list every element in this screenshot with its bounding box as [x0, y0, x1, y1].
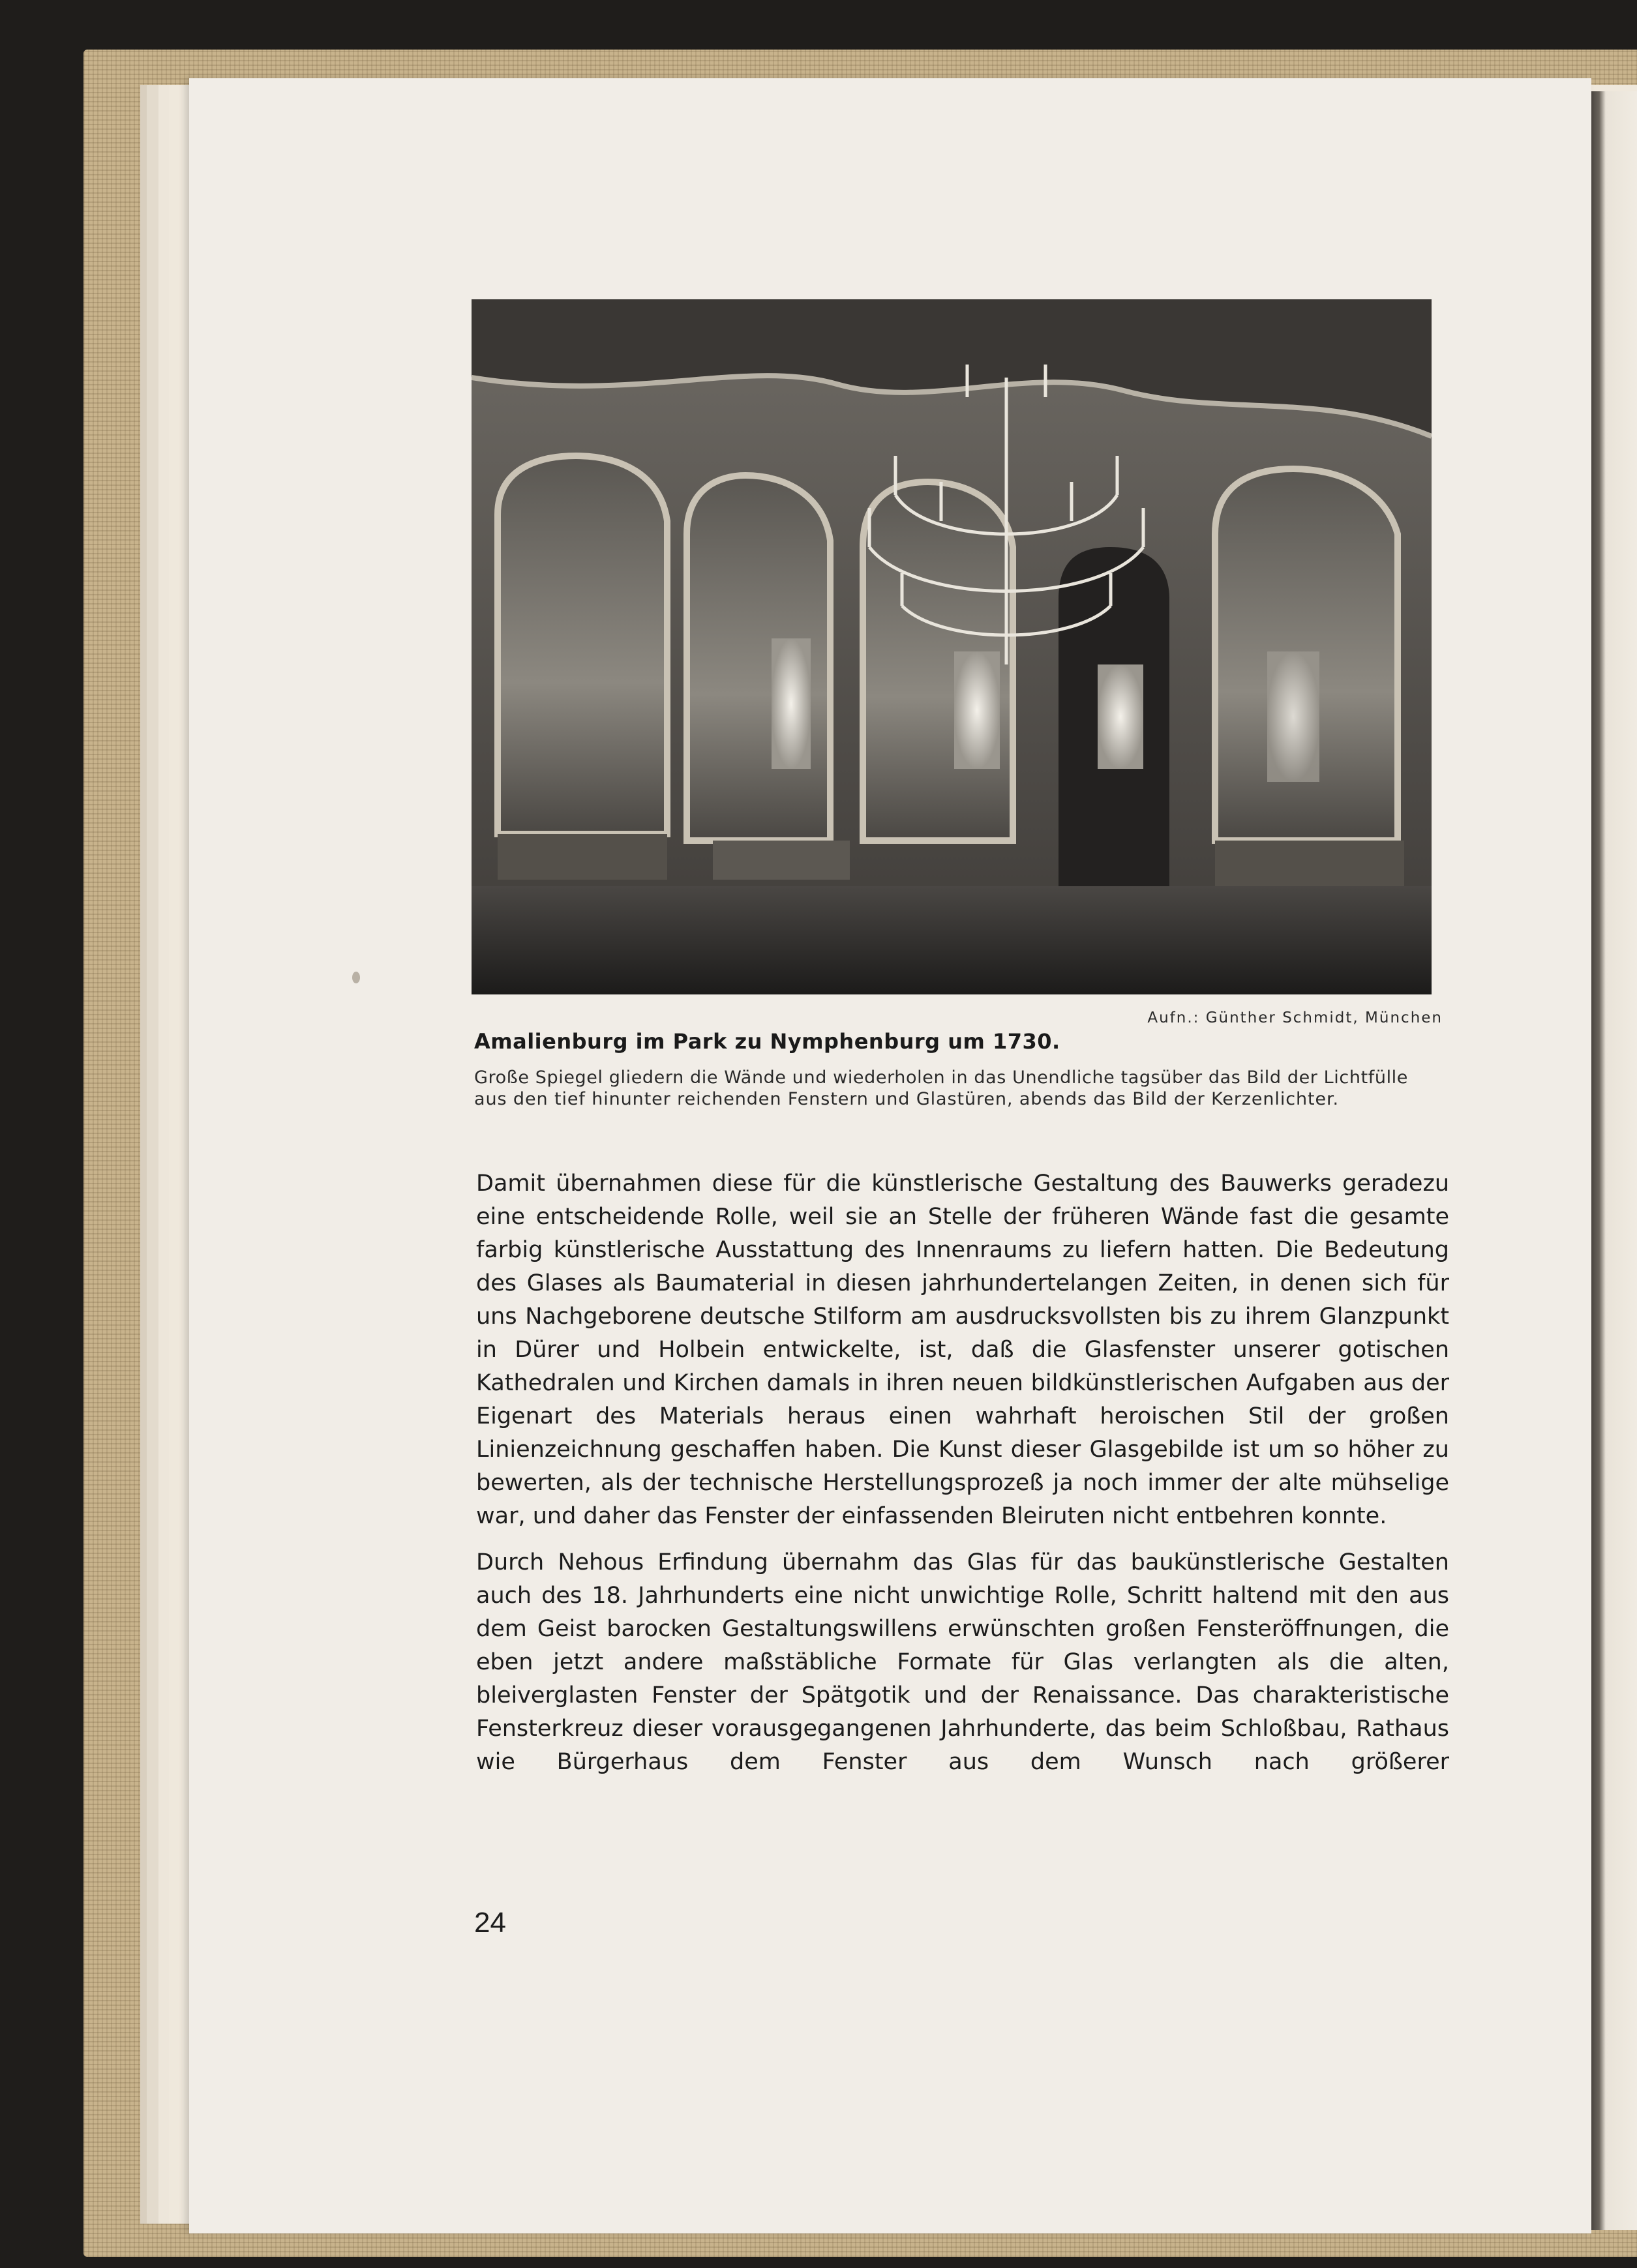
paragraph-2: Durch Nehous Erfindung übernahm das Glas für das baukünstlerische Gestalten auch des 18. Jahrhunderts eine nicht unwichtige Rolle, Schritt haltend mit den aus dem Geist barocken Gestaltungswillens erwünschten großen Fensteröffnungen, die eben jetzt andere maßstäbliche Formate für Glas verlangten als die alten, bleiverglasten Fenster der Spätgotik und der Renaissance. Das charakteristische Fensterkreuz dieser vorausgegangenen Jahrhunderte, das beim Schloßbau, Rathaus wie Bürgerhaus dem Fenster aus dem Wunsch nach größerer [476, 1549, 1449, 1775]
page-number: 24 [474, 1907, 506, 1939]
paper-stain [352, 972, 360, 983]
caption-text-line-2: aus den tief hinunter reichenden Fenstern und Glastüren, abends das Bild der Kerzenlichter. [474, 1089, 1339, 1109]
caption-text-line-1: Große Spiegel gliedern die Wände und wiederholen in das Unendliche tagsüber das Bild der Lichtfülle [474, 1067, 1408, 1088]
body-text [476, 1167, 1449, 1779]
photograph-illustration [472, 299, 1432, 994]
caption-title: Amalienburg im Park zu Nymphenburg um 1730. [474, 1029, 1060, 1054]
facing-page-edge [1591, 91, 1637, 2230]
hall-photograph [472, 299, 1432, 994]
paragraph-1: Damit übernahmen diese für die künstlerische Gestaltung des Bauwerks geradezu eine entscheidende Rolle, weil sie an Stelle der früheren Wände fast die gesamte farbig künstlerische Ausstattung des Innenraums zu liefern hatten. Die Bedeutung des Glases als Baumaterial in diesen jahrhundertelangen Zeiten, in denen sich für uns Nachgeborene deutsche Stilform am ausdrucksvollsten bis zu ihrem Glanzpunkt in Dürer und Holbein entwickelte, ist, daß die Glasfenster unserer gotischen Kathedralen und Kirchen damals in ihren neuen bildkünstlerischen Aufgaben aus der Eigenart des Materials heraus einen wahrhaft heroischen Stil der großen Linienzeichnung geschaffen haben. Die Kunst dieser Glasgebilde ist um so höher zu bewerten, als der technische Herstellungsprozeß ja noch immer der alte mühselige war, und daher das Fenster der einfassenden Bleiruten nicht entbehren konnte. [476, 1171, 1449, 1529]
photo-credit: Aufn.: Günther Schmidt, München [1147, 1009, 1443, 1026]
